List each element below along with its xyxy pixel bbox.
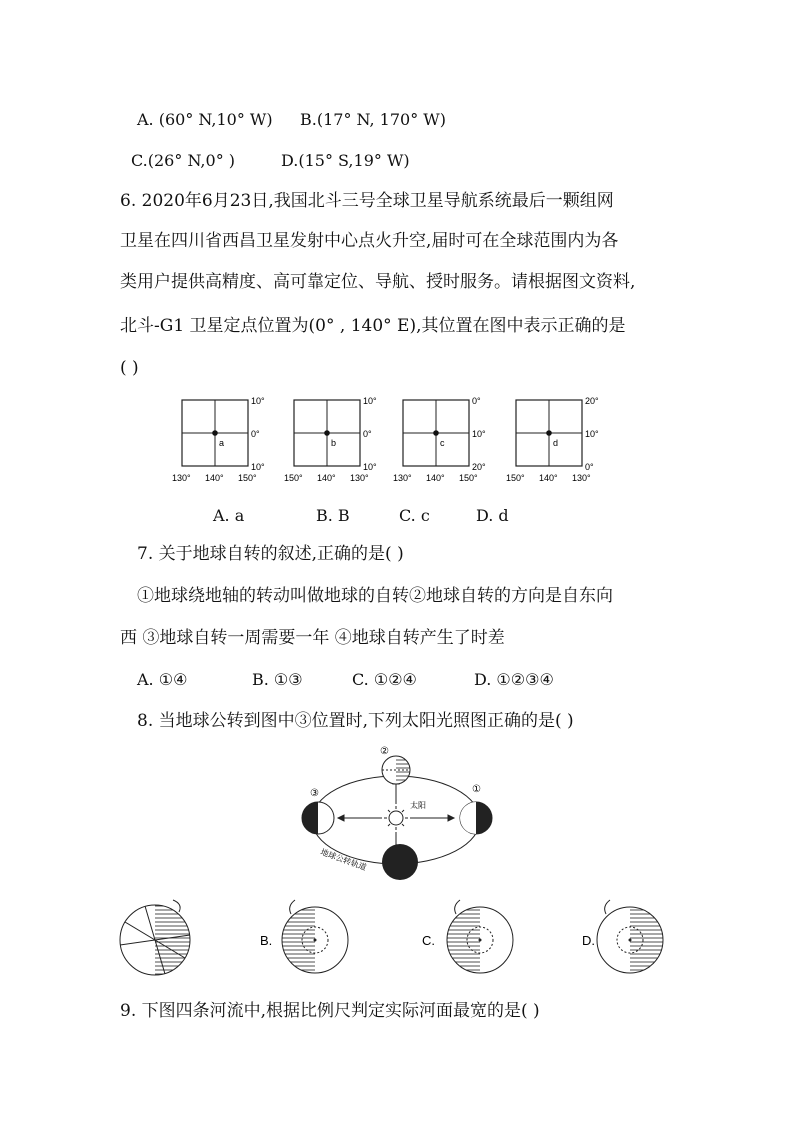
earth-position-3 (302, 802, 334, 834)
choice-c-label: C. (422, 933, 435, 948)
q8-choice-figures (110, 895, 670, 985)
grid-a-right-top: 10° (251, 396, 265, 406)
q8-line-1: 8. 当地球公转到图中③位置时,下列太阳光照图正确的是( ) (137, 711, 574, 731)
q7-option-c: C. ①②④ (352, 670, 417, 689)
q6-line-2: 卫星在四川省西昌卫星发射中心点火升空,届时可在全球范围内为各 (120, 231, 619, 251)
choice-d-globe (597, 900, 663, 973)
q6-line-3: 类用户提供高精度、高可靠定位、导航、授时服务。请根据图文资料, (120, 272, 636, 292)
q6-option-c: C. c (399, 506, 430, 525)
grid-b-right-bot: 10° (363, 462, 377, 472)
grid-b-bottom-left: 150° (284, 473, 303, 483)
q6-option-b: B. B (316, 506, 350, 525)
choice-b-globe (282, 900, 348, 973)
q6-line-1: 6. 2020年6月23日,我国北斗三号全球卫星导航系统最后一颗组网 (120, 191, 614, 211)
q7-line-2: ①地球绕地轴的转动叫做地球的自转②地球自转的方向是自东向 (137, 586, 613, 606)
grid-a-right-bot: 10° (251, 462, 265, 472)
sun-label: 太阳 (410, 801, 426, 810)
sun-icon (384, 806, 408, 830)
grid-d-bottom-mid: 140° (539, 473, 558, 483)
grid-d (506, 396, 599, 483)
grid-b-point-label: b (331, 438, 337, 448)
q5-option-a: A. (60° N,10° W) (137, 110, 273, 129)
grid-a-point-label: a (219, 438, 225, 448)
earth-position-4 (382, 844, 418, 880)
grid-c-bottom-right: 150° (459, 473, 478, 483)
grid-a-bottom-right: 150° (238, 473, 257, 483)
choice-c-globe (447, 900, 513, 973)
q8-orbit-diagram (290, 742, 510, 882)
grid-b-right-top: 10° (363, 396, 377, 406)
grid-d-right-mid: 10° (585, 429, 599, 439)
grid-c-point-label: c (440, 438, 445, 448)
choice-b-label: B. (260, 933, 273, 948)
grid-c-bottom-left: 130° (393, 473, 412, 483)
grid-c-right-top: 0° (472, 396, 481, 406)
grid-a-bottom-left: 130° (172, 473, 191, 483)
position-3-label: ③ (310, 788, 319, 799)
grid-d-bottom-left: 150° (506, 473, 525, 483)
q6-option-a: A. a (213, 506, 245, 525)
q6-line-4: 北斗-G1 卫星定点位置为(0° , 140° E),其位置在图中表示正确的是 (120, 316, 626, 336)
q7-option-b: B. ①③ (252, 670, 303, 689)
q7-option-a: A. ①④ (137, 670, 188, 689)
earth-position-2 (382, 756, 410, 784)
q7-line-1: 7. 关于地球自转的叙述,正确的是( ) (137, 544, 404, 564)
q7-option-d: D. ①②③④ (474, 670, 554, 689)
q9-line-1: 9. 下图四条河流中,根据比例尺判定实际河面最宽的是( ) (120, 1001, 540, 1021)
grid-b (284, 396, 377, 483)
q6-option-d: D. d (476, 506, 509, 525)
position-2-label: ② (380, 746, 389, 757)
q6-line-5: ( ) (120, 358, 139, 378)
q6-grid-figures (170, 392, 610, 487)
q5-option-c: C.(26° N,0° ) (131, 151, 236, 170)
grid-c (393, 396, 486, 483)
q5-option-d: D.(15° S,19° W) (281, 151, 410, 170)
grid-b-right-mid: 0° (363, 429, 372, 439)
grid-a (172, 396, 265, 483)
grid-a-right-mid: 0° (251, 429, 260, 439)
grid-c-right-mid: 10° (472, 429, 486, 439)
q5-option-b: B.(17° N, 170° W) (300, 110, 446, 129)
q7-line-3: 西 ③地球自转一周需要一年 ④地球自转产生了时差 (120, 628, 505, 648)
grid-a-bottom-mid: 140° (205, 473, 224, 483)
grid-d-right-top: 20° (585, 396, 599, 406)
grid-d-point-label: d (553, 438, 559, 448)
grid-b-bottom-right: 130° (350, 473, 369, 483)
grid-c-bottom-mid: 140° (426, 473, 445, 483)
grid-d-bottom-right: 130° (572, 473, 591, 483)
orbit-track-label: 地球公转轨道 (319, 847, 368, 873)
earth-position-1 (460, 802, 492, 834)
grid-d-right-bot: 0° (585, 462, 594, 472)
grid-b-bottom-mid: 140° (317, 473, 336, 483)
position-1-label: ① (472, 784, 481, 795)
choice-d-label: D. (582, 933, 595, 948)
grid-c-right-bot: 20° (472, 462, 486, 472)
choice-a-globe (120, 900, 190, 975)
